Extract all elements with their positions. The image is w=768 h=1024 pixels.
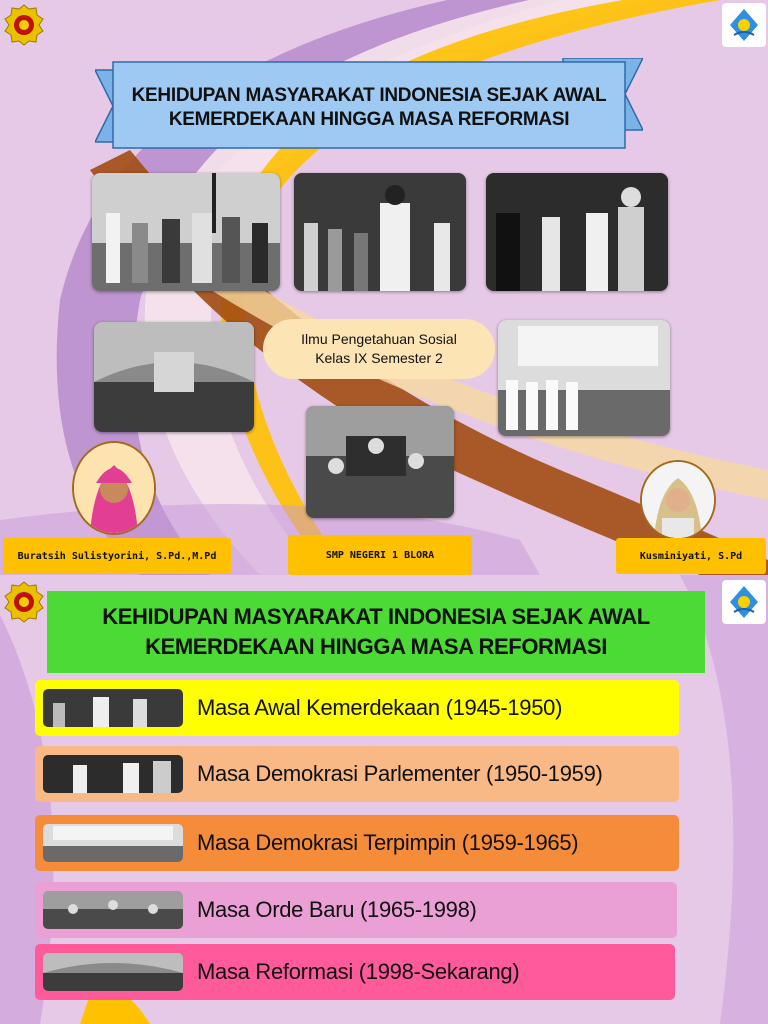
period-thumb <box>43 891 183 929</box>
author-right-name: Kusminiyati, S.Pd <box>616 538 766 574</box>
periods-slide <box>0 575 768 1024</box>
photo-crowd <box>94 322 254 432</box>
period-row-demokrasi-terpimpin[interactable] <box>35 815 679 871</box>
period-row-demokrasi-parlementer[interactable] <box>35 746 679 802</box>
period-thumb <box>43 755 183 793</box>
periods-title-line2: KEMERDEKAAN HINGGA MASA REFORMASI <box>145 634 607 659</box>
period-label: Masa Demokrasi Terpimpin (1959-1965) <box>197 830 579 855</box>
subject-line1: Ilmu Pengetahuan Sosial <box>301 331 457 347</box>
photo-ceremony <box>486 173 668 291</box>
cover-title-line2: KEMERDEKAAN HINGGA MASA REFORMASI <box>168 109 570 130</box>
period-label: Masa Demokrasi Parlementer (1950-1959) <box>197 761 603 786</box>
period-row-orde-baru[interactable] <box>35 882 677 938</box>
subject-pill <box>263 319 495 379</box>
period-thumb <box>43 824 183 862</box>
author-left-name: Buratsih Sulistyorini, S.Pd.,M.Pd <box>3 538 231 574</box>
period-thumb <box>43 953 183 991</box>
ministry-logo-icon <box>722 3 766 47</box>
period-label: Masa Awal Kemerdekaan (1945-1950) <box>197 695 563 720</box>
author-right-avatar <box>640 460 716 540</box>
cover-title-line1: KEHIDUPAN MASYARAKAT INDONESIA SEJAK AWAL <box>131 85 607 106</box>
ministry-logo-icon-2 <box>722 580 766 624</box>
school-name: SMP NEGERI 1 BLORA <box>288 535 472 575</box>
period-row-reformasi[interactable] <box>35 944 675 1000</box>
period-row-awal-kemerdekaan[interactable] <box>35 680 679 736</box>
subject-line2: Kelas IX Semester 2 <box>315 350 443 366</box>
period-label: Masa Reformasi (1998-Sekarang) <box>197 959 520 984</box>
periods-title <box>47 591 705 673</box>
photo-demonstration <box>306 406 454 518</box>
photo-flag-raising <box>92 173 280 291</box>
photo-proclamation <box>294 173 466 291</box>
author-left-avatar <box>72 441 156 535</box>
period-thumb <box>43 689 183 727</box>
periods-title-line1: KEHIDUPAN MASYARAKAT INDONESIA SEJAK AWAL <box>102 604 650 629</box>
photo-parade <box>498 320 670 436</box>
period-label: Masa Orde Baru (1965-1998) <box>197 897 477 922</box>
school-logo-icon <box>3 3 45 47</box>
school-logo-icon-2 <box>3 580 45 624</box>
cover-title <box>95 84 643 132</box>
